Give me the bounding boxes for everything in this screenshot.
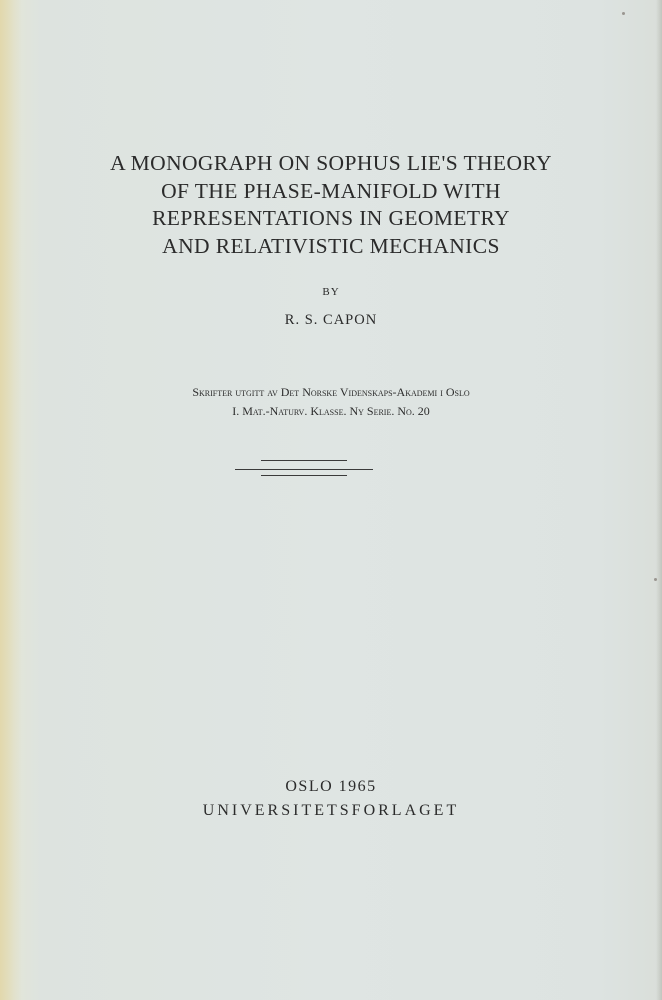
book-title xyxy=(0,150,662,260)
place-year: OSLO 1965 xyxy=(285,778,377,795)
author-name: R. S. CAPON xyxy=(284,312,378,328)
publisher-name: UNIVERSITETSFORLAGET xyxy=(202,802,460,819)
rule-bottom xyxy=(261,475,347,476)
paper-speck xyxy=(654,578,657,581)
rule-middle xyxy=(235,469,373,470)
ornamental-rules xyxy=(235,460,375,480)
series-info xyxy=(0,383,662,421)
title-line: OF THE PHASE-MANIFOLD WITH xyxy=(161,178,501,203)
rule-top xyxy=(261,460,347,461)
imprint xyxy=(0,776,662,824)
title-line: A MONOGRAPH ON SOPHUS LIE'S THEORY xyxy=(110,151,552,175)
by-label: BY xyxy=(322,286,340,298)
series-line: Skrifter utgitt av Det Norske Videnskaps-Akademi i Oslo xyxy=(192,385,470,399)
paper-speck xyxy=(622,12,625,15)
series-line: I. Mat.-Naturv. Klasse. Ny Serie. No. 20 xyxy=(232,404,430,418)
title-line: AND RELATIVISTIC MECHANICS xyxy=(162,233,500,258)
title-line: REPRESENTATIONS IN GEOMETRY xyxy=(152,206,510,230)
